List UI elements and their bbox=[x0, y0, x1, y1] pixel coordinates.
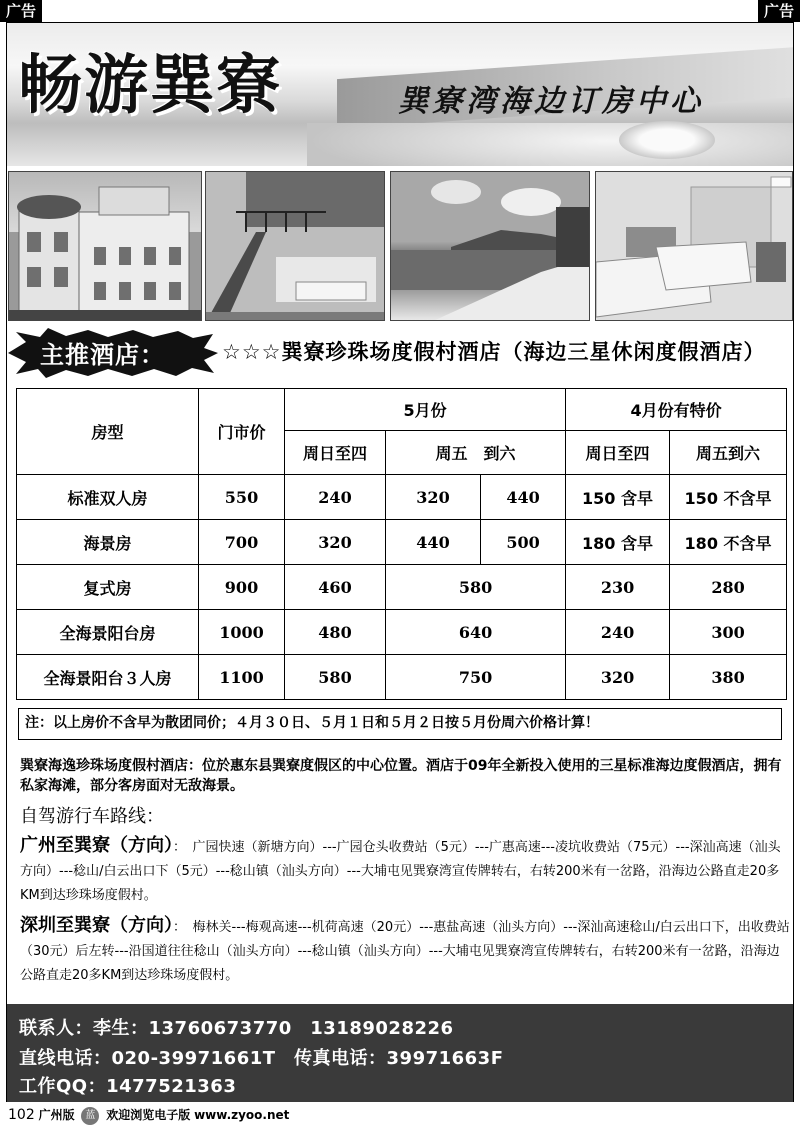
list-price-cell: 1000 bbox=[199, 610, 285, 655]
driving-route-title: 自驾游行车路线： bbox=[20, 806, 164, 827]
room-cell: 全海景阳台３人房 bbox=[17, 655, 199, 700]
header-room-type: 房型 bbox=[17, 389, 199, 475]
banner-subtitle: 巽寮湾海边订房中心 bbox=[398, 84, 704, 119]
header-may-weekday: 周日至四 bbox=[285, 431, 386, 475]
route-shenzhen-text: ： 梅林关---梅观高速---机荷高速（20元）---惠盐高速（汕头方向）---深汕高速稔山/白云出口下，出收费站（30元）后左转---沿国道往往稔山（汕头方向）---稔山镇（汕头方向）---大埔屯见巽寮湾宣传牌转右，右转200米有一岔路，沿海边公路直走20多KM到达珍珠场度假村。 bbox=[20, 920, 790, 983]
route-guangzhou-head: 广州至巽寮（方向） bbox=[20, 835, 173, 856]
header-april-weekday: 周日至四 bbox=[566, 431, 670, 475]
ad-tag-left: 广告 bbox=[0, 0, 42, 22]
april-weekday-cell: 320 bbox=[566, 655, 670, 700]
list-price-cell: 900 bbox=[199, 565, 285, 610]
page-footer bbox=[8, 1106, 289, 1125]
april-weekend-cell: 150 不含早 bbox=[670, 475, 787, 520]
edition-label: 广州版 bbox=[38, 1108, 75, 1122]
route-guangzhou-text: ： 广园快速（新塘方向）---广园仓头收费站（5元）---广惠高速---凌坑收费站（75元）---深汕高速（汕头方向）---稔山/白云出口下（5元）---稔山镇（汕头方向）---大埔屯见巽寮湾宣传牌转右，右转200米有一岔路，沿海边公路直走20多KM到达珍珠场度假村。 bbox=[20, 840, 781, 903]
april-weekday-cell: 180 含早 bbox=[566, 520, 670, 565]
may-friday-cell: 320 bbox=[386, 475, 481, 520]
welcome-text: 欢迎浏览电子版 bbox=[106, 1108, 191, 1122]
brand-title: 畅游巽寮 bbox=[18, 48, 282, 123]
may-weekday-cell: 480 bbox=[285, 610, 386, 655]
contact-person: 联系人：李生：13760673770 13189028226 bbox=[19, 1018, 454, 1039]
ad-tag-right: 广告 bbox=[758, 0, 800, 22]
route-shenzhen-head: 深圳至巽寮（方向） bbox=[20, 915, 173, 936]
list-price-cell: 700 bbox=[199, 520, 285, 565]
header-list-price: 门市价 bbox=[199, 389, 285, 475]
may-weekday-cell: 240 bbox=[285, 475, 386, 520]
header-april-special: 4月份有特价 bbox=[566, 389, 787, 431]
may-weekend-cell: 580 bbox=[386, 565, 566, 610]
table-row bbox=[17, 655, 787, 700]
room-cell: 标准双人房 bbox=[17, 475, 199, 520]
twin-room-photo bbox=[595, 171, 793, 321]
price-note: 注：以上房价不含早为散团同价；４月３０日、５月１日和５月２日按５月份周六价格计算！ bbox=[18, 708, 782, 740]
price-table bbox=[16, 388, 787, 700]
contact-qq: 工作QQ：1477521363 bbox=[19, 1076, 237, 1097]
duplex-room-image bbox=[206, 172, 385, 321]
april-weekend-cell: 180 不含早 bbox=[670, 520, 787, 565]
hotel-exterior-photo bbox=[8, 171, 202, 321]
may-weekend-cell: 640 bbox=[386, 610, 566, 655]
april-weekend-cell: 300 bbox=[670, 610, 787, 655]
room-cell: 全海景阳台房 bbox=[17, 610, 199, 655]
list-price-cell: 1100 bbox=[199, 655, 285, 700]
beach-photo bbox=[390, 171, 590, 321]
room-cell: 复式房 bbox=[17, 565, 199, 610]
may-saturday-cell: 440 bbox=[481, 475, 566, 520]
may-weekday-cell: 320 bbox=[285, 520, 386, 565]
route-shenzhen bbox=[20, 914, 790, 988]
list-price-cell: 550 bbox=[199, 475, 285, 520]
page-number: 102 bbox=[8, 1107, 35, 1123]
contact-panel bbox=[7, 1004, 793, 1102]
may-weekend-cell: 750 bbox=[386, 655, 566, 700]
duplex-room-photo bbox=[205, 171, 385, 321]
april-weekday-cell: 150 含早 bbox=[566, 475, 670, 520]
room-cell: 海景房 bbox=[17, 520, 199, 565]
header-april-weekend: 周五到六 bbox=[670, 431, 787, 475]
may-friday-cell: 440 bbox=[386, 520, 481, 565]
hotel-building-image bbox=[9, 172, 202, 321]
may-weekday-cell: 580 bbox=[285, 655, 386, 700]
april-weekend-cell: 380 bbox=[670, 655, 787, 700]
contact-phone: 直线电话：020-39971661T 传真电话：39971663F bbox=[19, 1048, 504, 1069]
twin-room-image bbox=[596, 172, 793, 321]
shell-image bbox=[619, 121, 715, 159]
hotel-name-title: ☆☆☆巽寮珍珠场度假村酒店（海边三星休闲度假酒店） bbox=[222, 340, 766, 364]
hotel-intro bbox=[20, 756, 790, 796]
table-row bbox=[17, 565, 787, 610]
hotel-intro-name: 巽寮海逸珍珠场度假村酒店 bbox=[20, 758, 188, 774]
magazine-logo-icon: 蓝 bbox=[81, 1107, 99, 1125]
april-weekday-cell: 240 bbox=[566, 610, 670, 655]
route-guangzhou bbox=[20, 834, 790, 908]
april-weekday-cell: 230 bbox=[566, 565, 670, 610]
april-weekend-cell: 280 bbox=[670, 565, 787, 610]
table-row bbox=[17, 610, 787, 655]
header-may: 5月份 bbox=[285, 389, 566, 431]
table-row bbox=[17, 475, 787, 520]
recommended-hotel-badge: 主推酒店： bbox=[40, 341, 165, 369]
hotel-intro-text: ：位於惠东县巽寮度假区的中心位置。酒店于09年全新投入使用的三星标准海边度假酒店，拥有私家海滩，部分客房面对无敌海景。 bbox=[20, 758, 782, 794]
beach-image bbox=[391, 172, 590, 321]
website-link[interactable]: www.zyoo.net bbox=[194, 1108, 290, 1122]
header-may-weekend: 周五 到六 bbox=[386, 431, 566, 475]
table-row bbox=[17, 520, 787, 565]
may-saturday-cell: 500 bbox=[481, 520, 566, 565]
banner-sand bbox=[307, 123, 793, 166]
may-weekday-cell: 460 bbox=[285, 565, 386, 610]
